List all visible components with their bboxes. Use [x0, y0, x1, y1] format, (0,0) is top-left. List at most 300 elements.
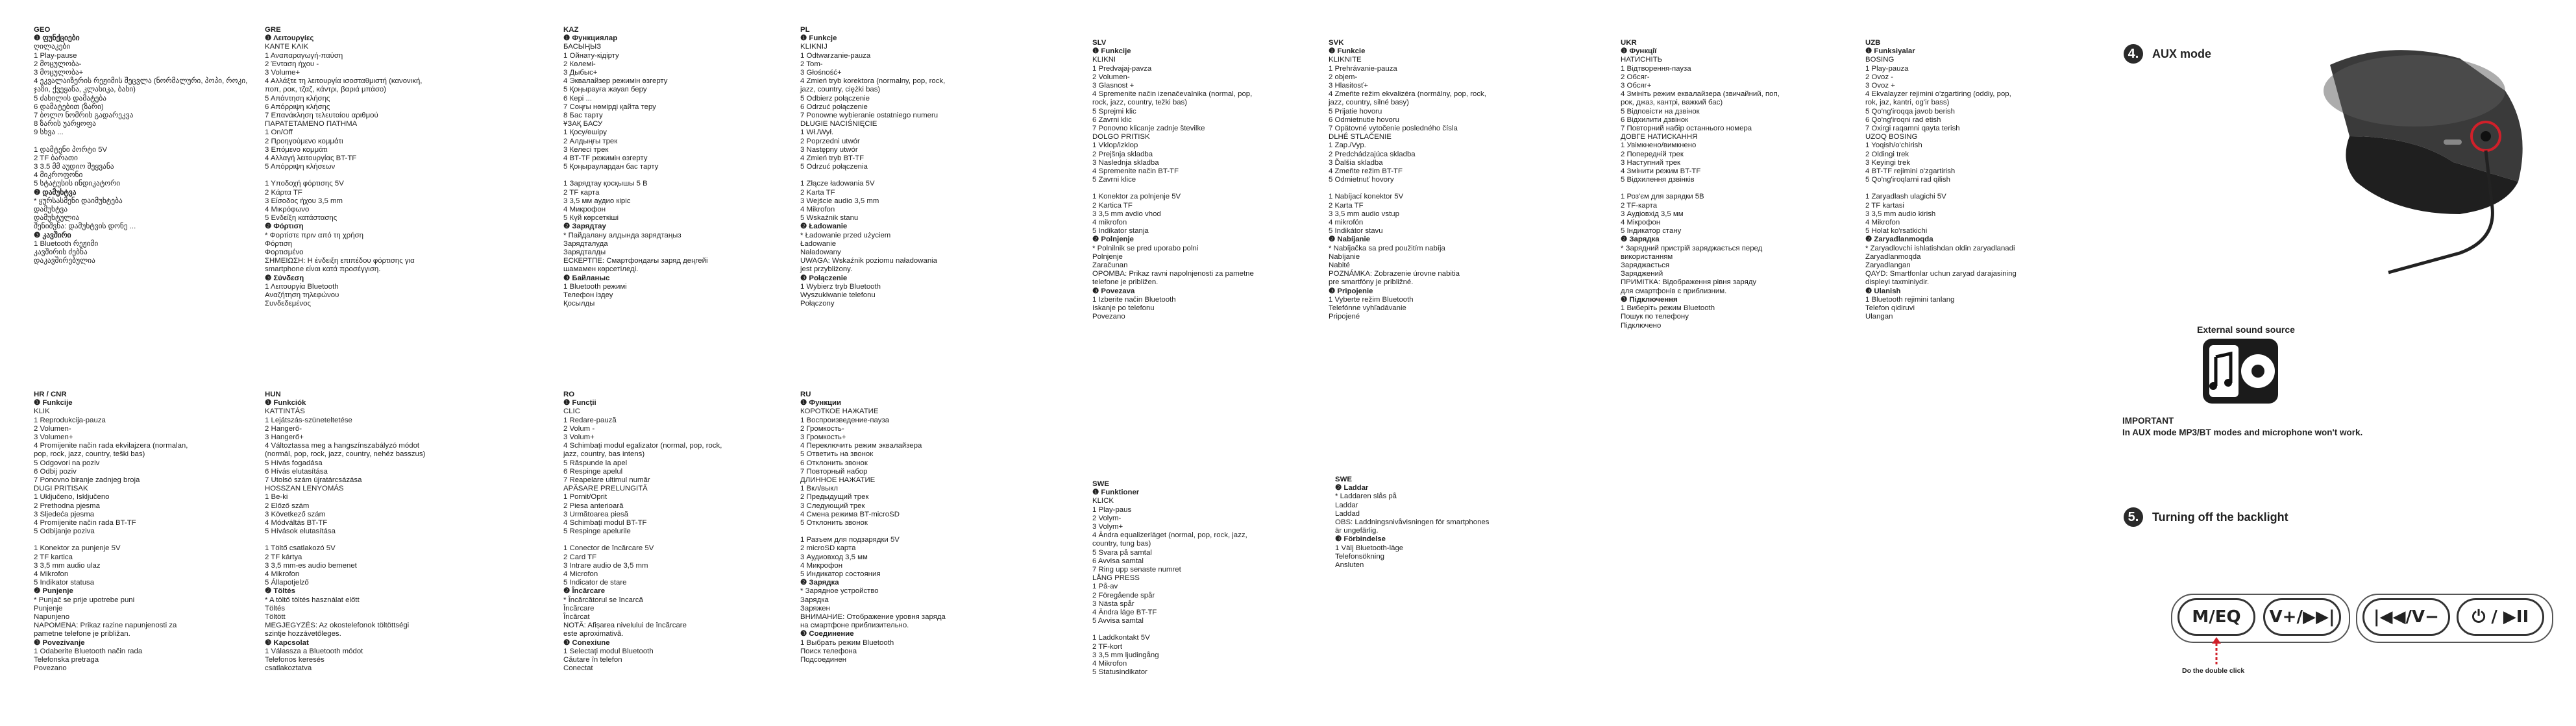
manual-line: 5 Odmietnuť hovory: [1329, 176, 1394, 184]
language-code: SLV: [1092, 39, 1107, 47]
manual-line: LÅNG PRESS: [1092, 574, 1140, 583]
manual-line: 5 Avvisa samtal: [1092, 617, 1144, 625]
language-column-ro: [563, 391, 722, 673]
language-column-geo: [34, 26, 247, 265]
manual-line: 5 Holat ko'rsatkichi: [1865, 227, 1928, 236]
manual-line: 1 Selectați modul Bluetooth: [563, 647, 654, 655]
manual-line: 2 Предыдущий трек: [800, 493, 869, 502]
manual-line: 3 Келесі трек: [563, 145, 609, 154]
manual-line: 2 Κάρτα TF: [265, 188, 302, 197]
manual-line: 2 Hangerő-: [265, 424, 302, 433]
manual-line: Зарядка: [800, 596, 829, 604]
manual-line: 1 Predvajaj-pavza: [1092, 64, 1152, 73]
manual-line: 1 Konektor za punjenje 5V: [34, 544, 121, 553]
manual-line: 4 Переключить режим эквалайзера: [800, 442, 922, 450]
manual-line: * Punjač se prije upotrebe puni: [34, 596, 135, 604]
manual-line: jazz, country, ciężki bas): [800, 86, 881, 94]
manual-line: ❷ Punjenje: [34, 587, 73, 596]
manual-line: 3 Είσοδος ήχου 3,5 mm: [265, 197, 343, 205]
manual-line: jazz, country, bas intens): [563, 450, 645, 459]
manual-line: рок, джаз, кантрі, важкий бас): [1621, 99, 1723, 107]
manual-line: * Încărcătorul se încarcă: [563, 596, 643, 604]
power-play-pause-button[interactable]: ⏻ / ▶II: [2457, 598, 2544, 636]
manual-line: Підключено: [1621, 321, 1662, 330]
manual-line: displeyi taxminiydir.: [1865, 278, 1930, 287]
manual-line: 6 Отклонить звонок: [800, 459, 868, 467]
manual-line: 5 Отклонить звонок: [800, 519, 868, 527]
manual-line: Povezano: [34, 664, 67, 673]
manual-line: 4 Zmień tryb korektora (normalny, pop, rock,: [800, 77, 946, 86]
manual-line: 3 Volume+: [265, 69, 301, 77]
manual-line: 6 Qo'ng'iroqni rad etish: [1865, 115, 1941, 124]
manual-line: 4 Смена режима BT-microSD: [800, 510, 900, 518]
manual-line: * Nabíjačka sa pred použitím nabíja: [1329, 244, 1445, 252]
manual-line: კავშირის ძებნა: [34, 248, 88, 257]
manual-line: ❶ Funktioner: [1092, 489, 1140, 497]
manual-line: * A töltő töltés használat előtt: [265, 596, 360, 604]
manual-line: 8 ზარის უარყოფა: [34, 120, 96, 128]
manual-line: 1 On/Off: [265, 128, 293, 137]
manual-line: ❷ Încărcare: [563, 587, 606, 596]
manual-line: country, tung bas): [1092, 540, 1151, 548]
manual-line: rock, jazz, country, težki bas): [1092, 99, 1188, 107]
manual-line: 3 Ovoz +: [1865, 82, 1895, 90]
manual-line: Iskanje po telefonu: [1092, 304, 1155, 313]
manual-line: ❸ Ulanish: [1865, 287, 1901, 295]
manual-line: 1 Redare-pauză: [563, 416, 617, 424]
manual-line: Pripojené: [1329, 313, 1360, 321]
manual-line: 4 Мікрофон: [1621, 219, 1661, 227]
manual-line: 3 3,5 mm audio ulaz: [34, 561, 101, 570]
spacer: [265, 171, 422, 180]
manual-line: är ungefärlig.: [1335, 527, 1379, 535]
manual-line: 5 Hívás fogadása: [265, 459, 323, 467]
manual-line: 6 Odmietnutie hovoru: [1329, 115, 1399, 124]
manual-line: Telefonska pretraga: [34, 656, 99, 664]
manual-line: 4 Zmeňte režim BT-TF: [1329, 167, 1403, 176]
manual-line: 5 Odbierz połączenie: [800, 94, 870, 103]
manual-line: ДЛИННОЕ НАЖАТИЕ: [800, 476, 876, 485]
double-click-hint: Do the double click: [2182, 667, 2245, 675]
manual-line: 8 Бас тарту: [563, 112, 603, 120]
manual-line: 4 Микрофон: [800, 561, 843, 570]
manual-line: 3 Аудіовхід 3,5 мм: [1621, 210, 1684, 218]
manual-line: 4 ეკვალაიზერის რეჟიმის შეცვლა (ნორმალური, პოპი, როკი,: [34, 77, 248, 86]
manual-line: CLIC: [563, 407, 580, 416]
manual-line: 1 Prehrávanie-pauza: [1329, 64, 1397, 73]
manual-line: ҰЗАҚ БАСУ: [563, 120, 603, 128]
manual-line: 4 Эквалайзер режимін өзгерту: [563, 77, 668, 86]
manual-line: 5 Respinge apelurile: [563, 527, 631, 536]
manual-line: 4 Promijenite način rada ekvilajzera (normalan,: [34, 442, 188, 450]
manual-line: Зарядталуда: [563, 239, 608, 248]
language-column-kaz: [563, 26, 708, 309]
manual-line: 2 TF kartica: [34, 553, 73, 561]
manual-line: 4 Микрофон: [563, 206, 606, 214]
language-code: GEO: [34, 26, 51, 34]
spacer: [800, 527, 946, 536]
backlight-heading: [2124, 507, 2288, 527]
manual-line: 5 Odgovori na poziv: [34, 459, 100, 467]
manual-line: ღილაკები: [34, 43, 71, 51]
manual-line: 4 mikrofón: [1329, 219, 1364, 227]
manual-line: 2 Көлемі-: [563, 60, 596, 68]
manual-line: 5 Svara på samtal: [1092, 548, 1152, 557]
manual-line: Punjenje: [34, 604, 63, 612]
manual-line: 7 Ponovno biranje zadnjeg broja: [34, 476, 140, 485]
manual-line: Nabíjanie: [1329, 252, 1360, 261]
manual-line: 5 Wskaźnik stanu: [800, 214, 859, 223]
manual-line: 4 Ekvalayzer rejimini o'zgartiring (oddiy, pop,: [1865, 90, 2011, 99]
manual-line: MEGJEGYZÉS: Az okostelefonok töltöttségi: [265, 622, 410, 630]
manual-line: ❶ Функциялар: [563, 34, 618, 43]
manual-line: 5 Zavrni klice: [1092, 176, 1136, 184]
manual-line: Φορτισμένο: [265, 248, 304, 257]
language-code: UKR: [1621, 39, 1637, 47]
manual-line: 1 Αναπαραγωγή-παύση: [265, 51, 343, 60]
manual-line: 6 Відхилити дзвінок: [1621, 115, 1689, 124]
manual-line: 3 Hangerő+: [265, 433, 304, 442]
manual-line: POZNÁMKA: Zobrazenie úrovne nabitia: [1329, 270, 1460, 278]
manual-line: 5 ძახილის დამატება: [34, 94, 106, 103]
manual-line: 1 Lejátszás-szüneteltetése: [265, 416, 352, 424]
manual-line: 4 Ändra equalizerläget (normal, pop, rock, jazz,: [1092, 531, 1247, 540]
manual-line: 2 Karta TF: [800, 188, 835, 197]
manual-line: 1 Выбрать режим Bluetooth: [800, 638, 894, 647]
manual-line: pop, rock, jazz, country, teški bas): [34, 450, 145, 459]
manual-line: 1 Odtwarzanie-pauza: [800, 51, 871, 60]
manual-line: HOSSZAN LENYOMÁS: [265, 485, 344, 493]
manual-line: Naładowany: [800, 248, 841, 257]
manual-line: 5 Индикатор состояния: [800, 570, 881, 579]
manual-line: 4 Μικρόφωνο: [265, 206, 310, 214]
manual-line: 2 Kartica TF: [1092, 201, 1133, 210]
manual-line: NOTĂ: Afișarea nivelului de încărcare: [563, 622, 687, 630]
manual-line: szintje hozzávetőleges.: [265, 630, 341, 638]
aux-title: AUX mode: [2152, 47, 2212, 60]
manual-line: 3 Volym+: [1092, 523, 1123, 531]
manual-line: 9 სხვა ...: [34, 128, 64, 137]
manual-line: 3 Naslednja skladba: [1092, 158, 1159, 167]
manual-line: 1 Bluetooth режимі: [563, 282, 627, 291]
manual-line: Telefonsökning: [1335, 552, 1384, 561]
manual-line: ❸ Conexiune: [563, 638, 610, 647]
manual-line: 4 Mikrofon: [1092, 660, 1127, 668]
manual-line: Căutare în telefon: [563, 656, 622, 664]
manual-line: 5 Indikator stanja: [1092, 227, 1149, 236]
manual-line: 3 Intrare audio de 3,5 mm: [563, 561, 648, 570]
manual-line: 2 Föregående spår: [1092, 591, 1155, 599]
manual-line: ❶ Funkcije: [1092, 47, 1131, 56]
language-code: RO: [563, 391, 575, 398]
manual-line: ❸ Povezava: [1092, 287, 1135, 295]
manual-line: 1 Uključeno, Isključeno: [34, 493, 110, 502]
manual-line: 4 Schimbați modul BT-TF: [563, 519, 647, 527]
manual-line: 5 Statusindikator: [1092, 668, 1147, 677]
manual-line: 1 Zap./Vyp.: [1329, 141, 1366, 150]
manual-line: 1 Увімкнено/вимкнено: [1621, 141, 1697, 150]
manual-line: 5 Răspunde la apel: [563, 459, 628, 467]
headphones-illustration: [2311, 39, 2570, 318]
manual-line: UZOQ BOSING: [1865, 133, 1918, 141]
manual-line: 2 Volym-: [1092, 514, 1122, 522]
manual-line: telefone je približen.: [1092, 278, 1159, 287]
manual-line: ❷ Laddar: [1335, 484, 1369, 492]
manual-line: 5 Állapotjelző: [265, 579, 309, 587]
manual-line: KLIKNI: [1092, 56, 1116, 64]
manual-line: OBS: Laddningsnivåvisningen för smartphones: [1335, 518, 1490, 527]
manual-line: 1 Pornit/Oprit: [563, 493, 607, 502]
manual-line: 7 Повторный набор: [800, 467, 868, 476]
manual-line: * Laddaren slås på: [1335, 492, 1397, 501]
manual-line: 4 Αλλάξτε τη λειτουργία ισοσταθμιστή (κανονική,: [265, 77, 423, 86]
manual-line: 5 Odrzuć połączenia: [800, 163, 868, 171]
manual-line: ❶ Funkcje: [800, 34, 837, 43]
manual-line: DUGI PRITISAK: [34, 485, 88, 493]
manual-line: 5 Indicator de stare: [563, 579, 627, 587]
language-column-swe: [1092, 480, 1247, 677]
manual-line: 6 Avvisa samtal: [1092, 557, 1144, 565]
manual-line: 1 Bluetooth rejimini tanlang: [1865, 295, 1955, 304]
manual-line: QAYD: Smartfonlar uchun zaryad darajasining: [1865, 270, 2017, 278]
manual-line: 1 Nabíjací konektor 5V: [1329, 193, 1404, 201]
manual-line: 4 Schimbați modul egalizator (normal, pop, rock,: [563, 442, 722, 450]
manual-line: 3 Аудиовход 3,5 мм: [800, 553, 868, 561]
manual-line: 1 Laddkontakt 5V: [1092, 634, 1150, 642]
manual-line: Telefon qidiruvi: [1865, 304, 1915, 313]
spacer: [563, 536, 722, 544]
manual-line: 3 მოცულობა+: [34, 69, 84, 77]
manual-line: шамамен көрсетіледі.: [563, 265, 639, 274]
manual-line: Töltés: [265, 604, 286, 612]
manual-line: 3 Nästa spår: [1092, 599, 1135, 608]
manual-line: 5 Індикатор стану: [1621, 227, 1682, 236]
manual-line: 1 Válassza a Bluetooth módot: [265, 647, 363, 655]
manual-line: 4 BT-TF rejimini o'zgartirish: [1865, 167, 1956, 176]
manual-line: 1 Play-pause: [34, 51, 77, 60]
manual-line: Заряджається: [1621, 261, 1670, 270]
manual-line: 4 mikrofon: [1092, 219, 1127, 227]
language-column-uzb: [1865, 39, 2017, 322]
manual-line: ❶ Λειτουργίες: [265, 34, 314, 43]
language-column-swe2: [1335, 476, 1489, 570]
manual-line: Φόρτιση: [265, 239, 293, 248]
manual-line: 2 Попередній трек: [1621, 150, 1684, 158]
manual-line: 2 Poprzedni utwór: [800, 137, 860, 145]
manual-line: 7 Επανάκληση τελευταίου αριθμού: [265, 112, 378, 120]
manual-line: 1 Wł./Wył.: [800, 128, 834, 137]
manual-line: 7 Reapelare ultimul număr: [563, 476, 650, 485]
manual-line: * ყურსასმენი დაიმუხტება: [34, 197, 123, 205]
spacer: [1092, 625, 1247, 634]
manual-line: * Polnilnik se pred uporabo polni: [1092, 244, 1199, 252]
language-code: SWE: [1092, 480, 1109, 488]
manual-line: ❶ Funkcie: [1329, 47, 1366, 56]
manual-line: 6 Respinge apelul: [563, 467, 623, 476]
manual-line: 2 Προηγούμενο κομμάτι: [265, 137, 343, 145]
language-column-ukr: [1621, 39, 1780, 330]
manual-line: * Ładowanie przed użyciem: [800, 231, 891, 239]
manual-line: ❶ Функции: [800, 399, 842, 407]
spacer: [265, 536, 425, 544]
manual-line: ❸ Pripojenie: [1329, 287, 1373, 295]
manual-line: 2 Prethodna pjesma: [34, 502, 100, 510]
manual-line: 5 Indikator statusa: [34, 579, 95, 587]
manual-line: використанням: [1621, 252, 1673, 261]
volume-up-next-button[interactable]: V+/▶▶|: [2263, 598, 2341, 636]
manual-line: pametne telefone je približan.: [34, 630, 130, 638]
language-column-ru: [800, 391, 946, 664]
manual-line: 6 Кері ...: [563, 94, 592, 103]
manual-line: Қосылды: [563, 300, 595, 308]
manual-line: 1 Vklop/izklop: [1092, 141, 1138, 150]
manual-line: ВНИМАНИЕ: Отображение уровня заряда: [800, 613, 946, 622]
manual-line: 7 ბოლო ნომრის გადარეკვა: [34, 112, 134, 120]
manual-line: 6 დამატებით (ზარი): [34, 103, 104, 111]
manual-line: 5 Күй көрсеткіші: [563, 214, 619, 223]
manual-line: 2 TF kártya: [265, 553, 302, 561]
manual-line: 1 Vyberte režim Bluetooth: [1329, 295, 1414, 304]
manual-line: 2 Tom-: [800, 60, 823, 68]
manual-line: Încărcare: [563, 604, 595, 612]
manual-line: 2 Алдыңғы трек: [563, 137, 618, 145]
manual-line: 3 Következő szám: [265, 510, 326, 518]
manual-line: ❷ Зарядтау: [563, 223, 606, 231]
manual-line: ποπ, ροκ, τζαζ, κάντρι, βαριά μπάσο): [265, 86, 387, 94]
manual-line: pre smartfóny je približné.: [1329, 278, 1414, 287]
language-column-gre: [265, 26, 422, 309]
manual-line: 3 Επόμενο κομμάτι: [265, 145, 328, 154]
manual-line: 3 3,5 мм аудио кіріс: [563, 197, 631, 205]
manual-line: 4 Mikrofon: [800, 206, 835, 214]
manual-line: 3 3,5 mm avdio vhod: [1092, 210, 1161, 218]
manual-line: 2 TF ბარათი: [34, 154, 78, 162]
manual-line: ❷ Зарядка: [800, 579, 839, 587]
language-code: SWE: [1335, 476, 1352, 483]
manual-line: 3 Następny utwór: [800, 145, 858, 154]
manual-line: 1 Konektor za polnjenje 5V: [1092, 193, 1181, 201]
manual-line: KLICK: [1092, 497, 1114, 505]
manual-line: 3 Sljedeća pjesma: [34, 510, 95, 518]
manual-line: DŁUGIE NACIŚNIĘCIE: [800, 120, 877, 128]
manual-line: 3 Volumen+: [34, 433, 73, 442]
manual-line: 2 Ovoz -: [1865, 73, 1894, 81]
manual-line: 1 Conector de încărcare 5V: [563, 544, 654, 553]
manual-line: Ulangan: [1865, 313, 1893, 321]
manual-line: 4 Mikrofon: [265, 570, 300, 579]
spacer: [1329, 184, 1486, 193]
manual-line: КОРОТКОЕ НАЖАТИЕ: [800, 407, 879, 416]
manual-line: 7 Повторний набір останнього номера: [1621, 125, 1752, 133]
manual-line: 4 BT-TF режимін өзгерту: [563, 154, 648, 163]
manual-line: jazz, country, silné basy): [1329, 99, 1409, 107]
manual-line: 4 Zmeňte režim ekvalizéra (normálny, pop, rock,: [1329, 90, 1486, 99]
manual-line: 7 Ring upp senaste numret: [1092, 566, 1181, 574]
spacer: [34, 536, 188, 544]
manual-line: НАТИСНІТЬ: [1621, 56, 1663, 64]
manual-line: 4 Ändra läge BT-TF: [1092, 609, 1157, 617]
manual-line: 3 Volum+: [563, 433, 595, 442]
manual-line: 5 Prijatie hovoru: [1329, 107, 1382, 115]
language-column-hun: [265, 391, 425, 673]
manual-line: Telefonos keresés: [265, 656, 325, 664]
manual-line: Laddar: [1335, 501, 1358, 509]
manual-line: 1 Відтворення-пауза: [1621, 64, 1691, 73]
manual-line: rok, jaz, kantri, og'ir bass): [1865, 99, 1950, 107]
manual-line: 3 3,5 mm-es audio bemenet: [265, 561, 357, 570]
manual-line: Пошук по телефону: [1621, 313, 1689, 321]
manual-line: 6 Hívás elutasítása: [265, 467, 328, 476]
manual-line: csatlakoztatva: [265, 664, 312, 673]
spacer: [800, 171, 945, 180]
language-code: GRE: [265, 26, 281, 34]
manual-line: ❸ Förbindelse: [1335, 535, 1386, 544]
manual-line: 4 Promijenite način rada BT-TF: [34, 519, 136, 527]
manual-line: 3 Wejście audio 3,5 mm: [800, 197, 879, 205]
manual-line: Поиск телефона: [800, 647, 857, 655]
manual-line: 2 TF карта: [563, 188, 600, 197]
manual-line: Połączony: [800, 300, 835, 308]
manual-line: 1 Izberite način Bluetooth: [1092, 295, 1176, 304]
manual-line: 1 Ойнату-кідірту: [563, 51, 619, 60]
manual-line: 3 Наступний трек: [1621, 158, 1681, 167]
manual-line: 6 Odbij poziv: [34, 467, 77, 476]
manual-line: este aproximativă.: [563, 630, 624, 638]
manual-line: ❸ Povezivanje: [34, 638, 85, 647]
manual-line: Laddad: [1335, 509, 1360, 518]
manual-line: ❷ Polnjenje: [1092, 236, 1135, 244]
manual-line: 4 Αλλαγή λειτουργίας BT-TF: [265, 154, 357, 163]
manual-line: 5 Indikátor stavu: [1329, 227, 1383, 236]
manual-line: DLHÉ STLAČENIE: [1329, 133, 1392, 141]
previous-volume-down-button[interactable]: |◀◀/V−: [2362, 598, 2450, 636]
manual-line: 5 Відхилення дзвінків: [1621, 176, 1695, 184]
manual-line: Încărcat: [563, 613, 590, 622]
m-eq-button[interactable]: M/EQ: [2177, 598, 2255, 636]
manual-line: 3 3.5 მმ აუდიო შეყვანა: [34, 163, 114, 171]
manual-line: DOLGO PRITISK: [1092, 133, 1150, 141]
manual-line: 5 Відповісти на дзвінок: [1621, 107, 1700, 115]
manual-line: 3 Ďalšia skladba: [1329, 158, 1383, 167]
manual-line: Nabité: [1329, 261, 1350, 270]
spacer: [1092, 184, 1254, 193]
manual-line: ❸ Σύνδεση: [265, 274, 304, 282]
manual-line: 4 Spremenite način BT-TF: [1092, 167, 1179, 176]
manual-line: 1 På-av: [1092, 583, 1118, 591]
manual-line: ❸ Підключення: [1621, 295, 1678, 304]
manual-line: 2 Volum -: [563, 424, 595, 433]
manual-line: 2 Card TF: [563, 553, 597, 561]
manual-line: Wyszukiwanie telefonu: [800, 291, 876, 300]
manual-line: ❸ კავშირი: [34, 231, 71, 239]
external-sound-source-icon: [2202, 337, 2279, 405]
manual-line: 7 Соңғы нөмірді қайта теру: [563, 103, 656, 111]
important-text: In AUX mode MP3/BT modes and microphone won't work.: [2122, 428, 2363, 437]
manual-line: Телефон іздеу: [563, 291, 613, 300]
manual-line: KATTINTÁS: [265, 407, 305, 416]
manual-line: შენიშვნა: დამუხტვის დონე ...: [34, 223, 136, 231]
manual-line: OPOMBA: Prikaz ravni napolnjenosti za pametne: [1092, 270, 1254, 278]
manual-line: 2 Ένταση ήχου -: [265, 60, 319, 68]
manual-line: 1 Қосу/өшіру: [563, 128, 607, 137]
spacer: [563, 171, 708, 180]
manual-line: 5 Ответить на звонок: [800, 450, 874, 459]
manual-line: 1 Złącze ładowania 5V: [800, 180, 875, 188]
manual-line: ❸ Байланыс: [563, 274, 610, 282]
manual-line: Zaryadlangan: [1865, 261, 1911, 270]
manual-line: ❷ დამუხტვა: [34, 188, 77, 197]
aux-heading: [2124, 44, 2211, 64]
